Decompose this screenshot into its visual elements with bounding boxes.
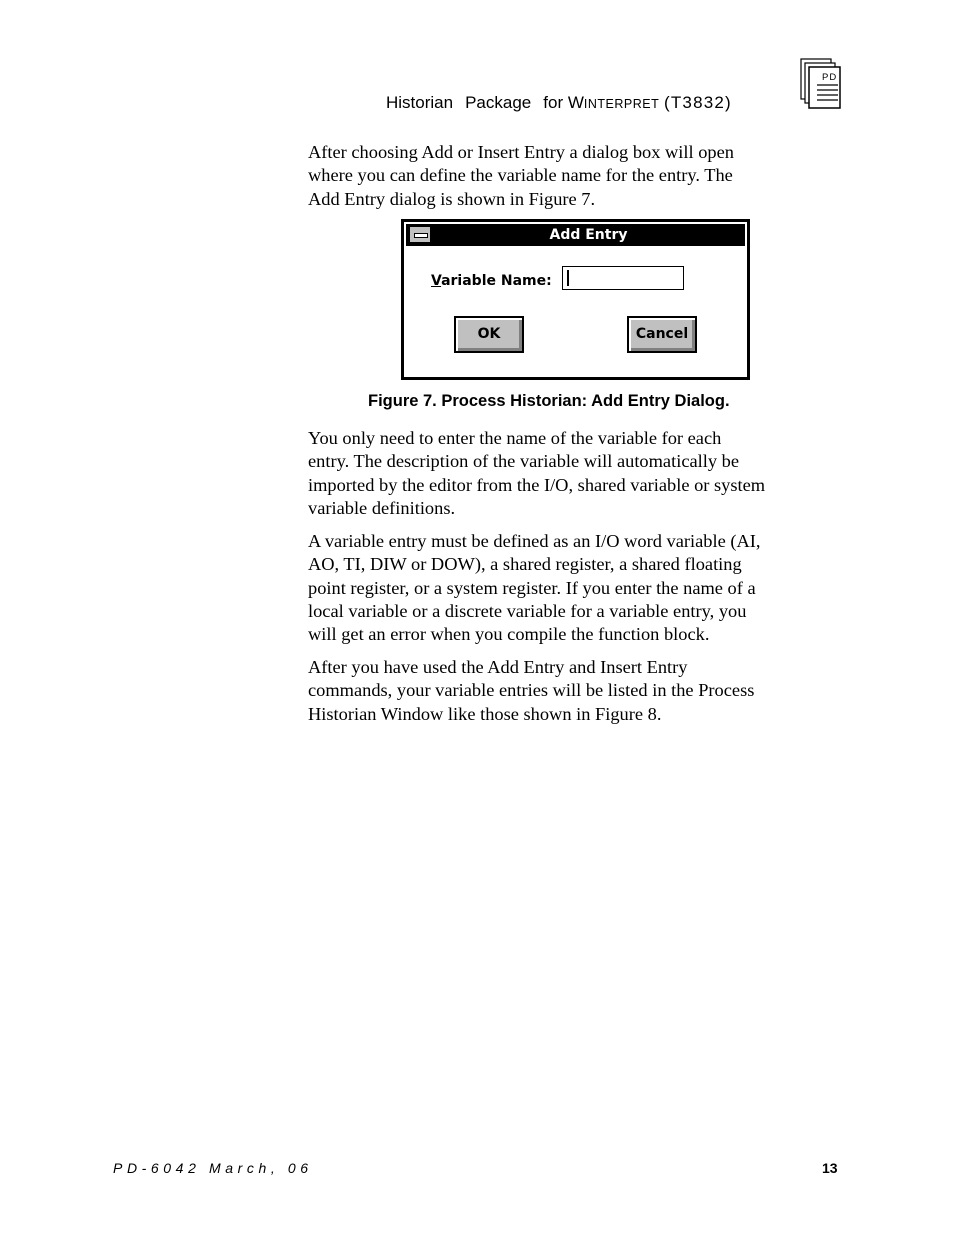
pd-document-logo-icon [800,58,842,110]
header-brand-rest: INTERPRET [583,97,660,111]
paragraph-line: commands, your variable entries will be listed in the Process [308,680,755,701]
variable-name-input[interactable] [562,266,684,290]
paragraph-line: where you can define the variable name for the entry. The [308,165,733,186]
paragraph-line: Add Entry dialog is shown in Figure 7. [308,188,596,209]
description-paragraph [308,427,848,520]
paragraph-line: AO, TI, DIW or DOW), a shared register, a shared floating [308,554,742,575]
footer-document-id: PD-6042 March, 06 [113,1160,313,1176]
header-word-historian: Historian [386,93,454,112]
variable-name-label [431,273,552,289]
cancel-button[interactable]: Cancel [627,316,697,353]
paragraph-line: will get an error when you compile the function block. [308,624,710,645]
paragraph-line: point register, or a system register. If you enter the name of a [308,577,756,598]
system-menu-icon[interactable] [409,226,431,243]
intro-paragraph [308,141,848,211]
dialog-titlebar [406,224,745,246]
variable-types-paragraph [308,530,848,646]
paragraph-line: A variable entry must be defined as an I/O word variable (AI, [308,531,761,551]
running-header [386,93,732,113]
paragraph-line: local variable or a discrete variable for a variable entry, you [308,600,747,621]
paragraph-line: Historian Window like those shown in Figure 8. [308,703,662,724]
paragraph-line: entry. The description of the variable will automatically be [308,451,740,472]
page-number: 13 [822,1160,838,1176]
ok-button[interactable]: OK [454,316,524,353]
header-word-for: for [543,93,564,112]
paragraph-line: You only need to enter the name of the variable for each [308,428,722,448]
header-brand-initial: W [567,93,584,112]
listing-paragraph [308,656,848,726]
variable-name-label-text: ariable Name: [441,273,552,289]
paragraph-line: variable definitions. [308,497,456,518]
header-word-package: Package [465,93,532,112]
paragraph-line: imported by the editor from the I/O, shared variable or system [308,474,766,495]
paragraph-line: After choosing Add or Insert Entry a dialog box will open [308,142,734,162]
dialog-title: Add Entry [549,227,628,243]
variable-name-label-accelerator: V [431,273,442,289]
figure-caption: Figure 7. Process Historian: Add Entry Dialog. [368,392,730,410]
text-caret [567,270,569,286]
header-product-code: (T3832) [663,93,732,112]
logo-text: PD [822,72,838,83]
add-entry-dialog [401,219,750,380]
paragraph-line: After you have used the Add Entry and Insert Entry [308,657,688,677]
